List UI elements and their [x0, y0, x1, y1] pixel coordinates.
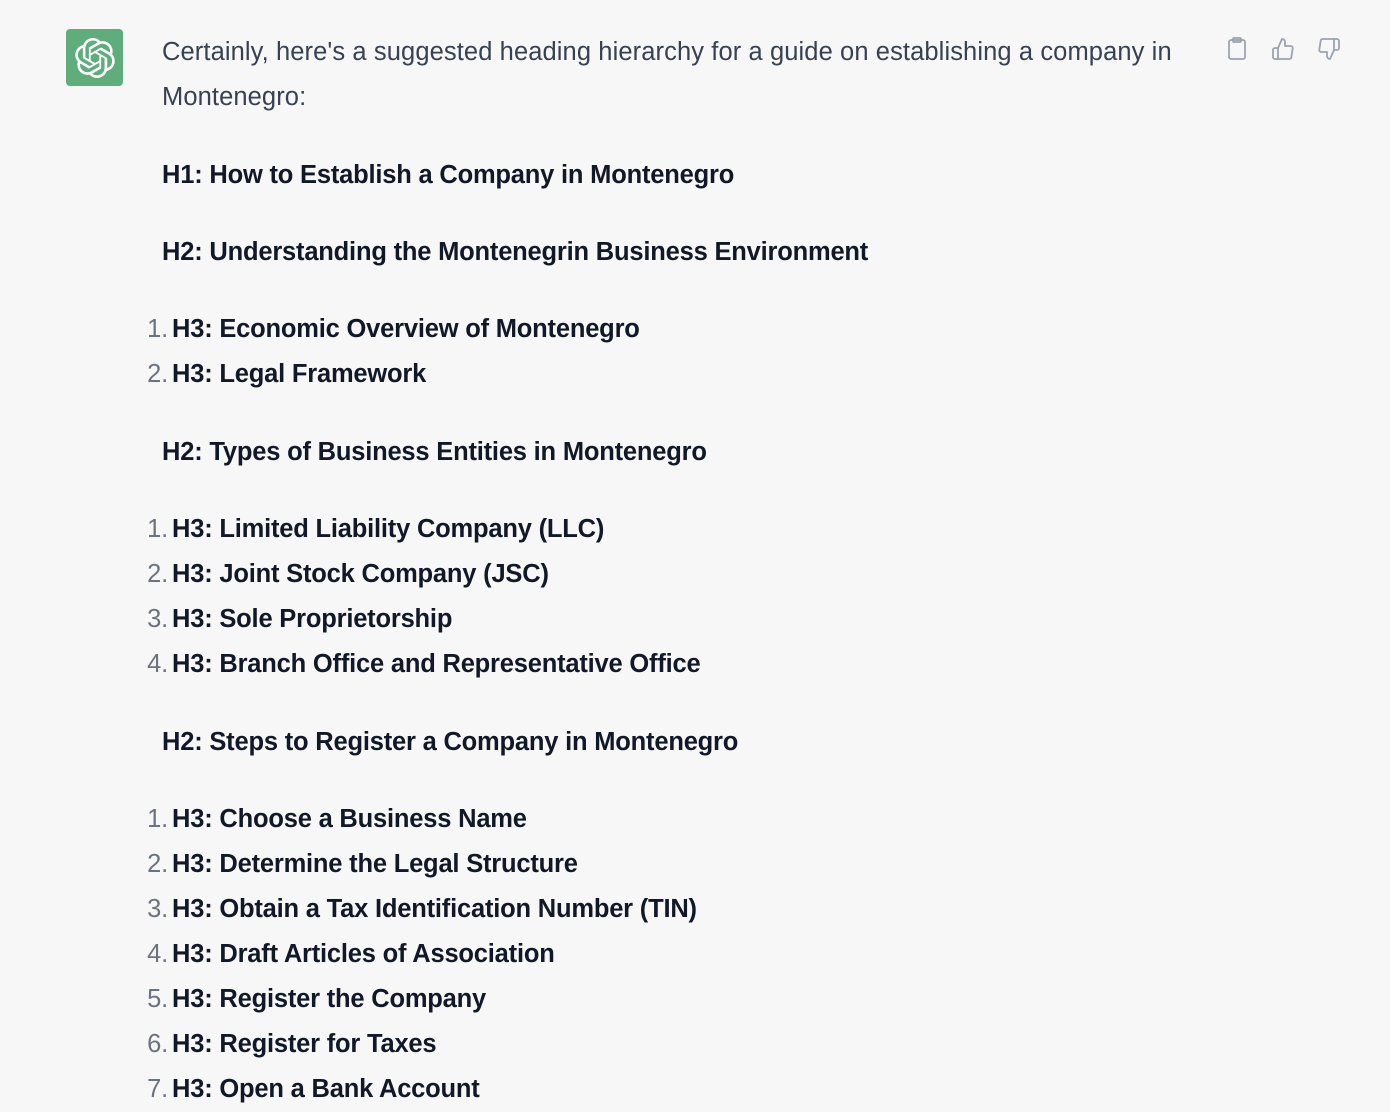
list-number: 3. [147, 895, 168, 923]
assistant-avatar [66, 29, 123, 86]
section-list [147, 507, 1172, 687]
list-number: 2. [147, 850, 168, 878]
list-item [147, 507, 1172, 552]
message-content [147, 30, 1172, 1112]
list-item [147, 887, 1172, 932]
list-item-text: H3: Open a Bank Account [172, 1075, 480, 1103]
list-item-text: H3: Register for Taxes [172, 1030, 437, 1058]
list-number: 4. [147, 650, 168, 678]
list-item-text: H3: Limited Liability Company (LLC) [172, 515, 605, 543]
openai-logo-icon [75, 38, 115, 78]
list-item [147, 797, 1172, 842]
list-number: 2. [147, 360, 168, 388]
list-number: 3. [147, 605, 168, 633]
thumbs-down-button[interactable] [1314, 34, 1344, 64]
list-item-text: H3: Joint Stock Company (JSC) [172, 560, 549, 588]
thumbs-up-button[interactable] [1268, 34, 1298, 64]
list-number: 2. [147, 560, 168, 588]
clipboard-icon [1226, 37, 1248, 61]
list-item [147, 842, 1172, 887]
list-item [147, 552, 1172, 597]
list-number: 1. [147, 315, 168, 343]
intro-text: Certainly, here's a suggested heading hierarchy for a guide on establishing a company in Montenegro: [162, 38, 1172, 111]
list-item [147, 977, 1172, 1022]
list-item-text: H3: Draft Articles of Association [172, 940, 555, 968]
list-item-text: H3: Choose a Business Name [172, 805, 527, 833]
list-item [147, 597, 1172, 642]
list-item [147, 352, 1172, 397]
list-item-text: H3: Obtain a Tax Identification Number (TIN) [172, 895, 697, 923]
list-number: 5. [147, 985, 168, 1013]
list-item-text: H3: Branch Office and Representative Office [172, 650, 701, 678]
list-item [147, 932, 1172, 977]
list-number: 1. [147, 805, 168, 833]
thumbs-down-icon [1317, 37, 1341, 61]
list-item [147, 1067, 1172, 1112]
list-number: 1. [147, 515, 168, 543]
list-number: 4. [147, 940, 168, 968]
section-heading: H2: Types of Business Entities in Montenegro [162, 438, 707, 466]
list-item-text: H3: Sole Proprietorship [172, 605, 453, 633]
section-heading: H2: Understanding the Montenegrin Business Environment [162, 238, 869, 266]
list-item-text: H3: Determine the Legal Structure [172, 850, 578, 878]
list-item-text: H3: Legal Framework [172, 360, 427, 388]
section-list [147, 307, 1172, 397]
thumbs-up-icon [1271, 37, 1295, 61]
section-heading: H2: Steps to Register a Company in Montenegro [162, 728, 739, 756]
copy-button[interactable] [1222, 34, 1252, 64]
list-item [147, 1022, 1172, 1067]
list-number: 6. [147, 1030, 168, 1058]
list-item [147, 307, 1172, 352]
list-number: 7. [147, 1075, 168, 1103]
list-item-text: H3: Register the Company [172, 985, 487, 1013]
heading-h1: H1: How to Establish a Company in Montenegro [162, 161, 735, 189]
list-item-text: H3: Economic Overview of Montenegro [172, 315, 640, 343]
message-actions [1222, 34, 1344, 64]
list-item [147, 642, 1172, 687]
section-list [147, 797, 1172, 1112]
